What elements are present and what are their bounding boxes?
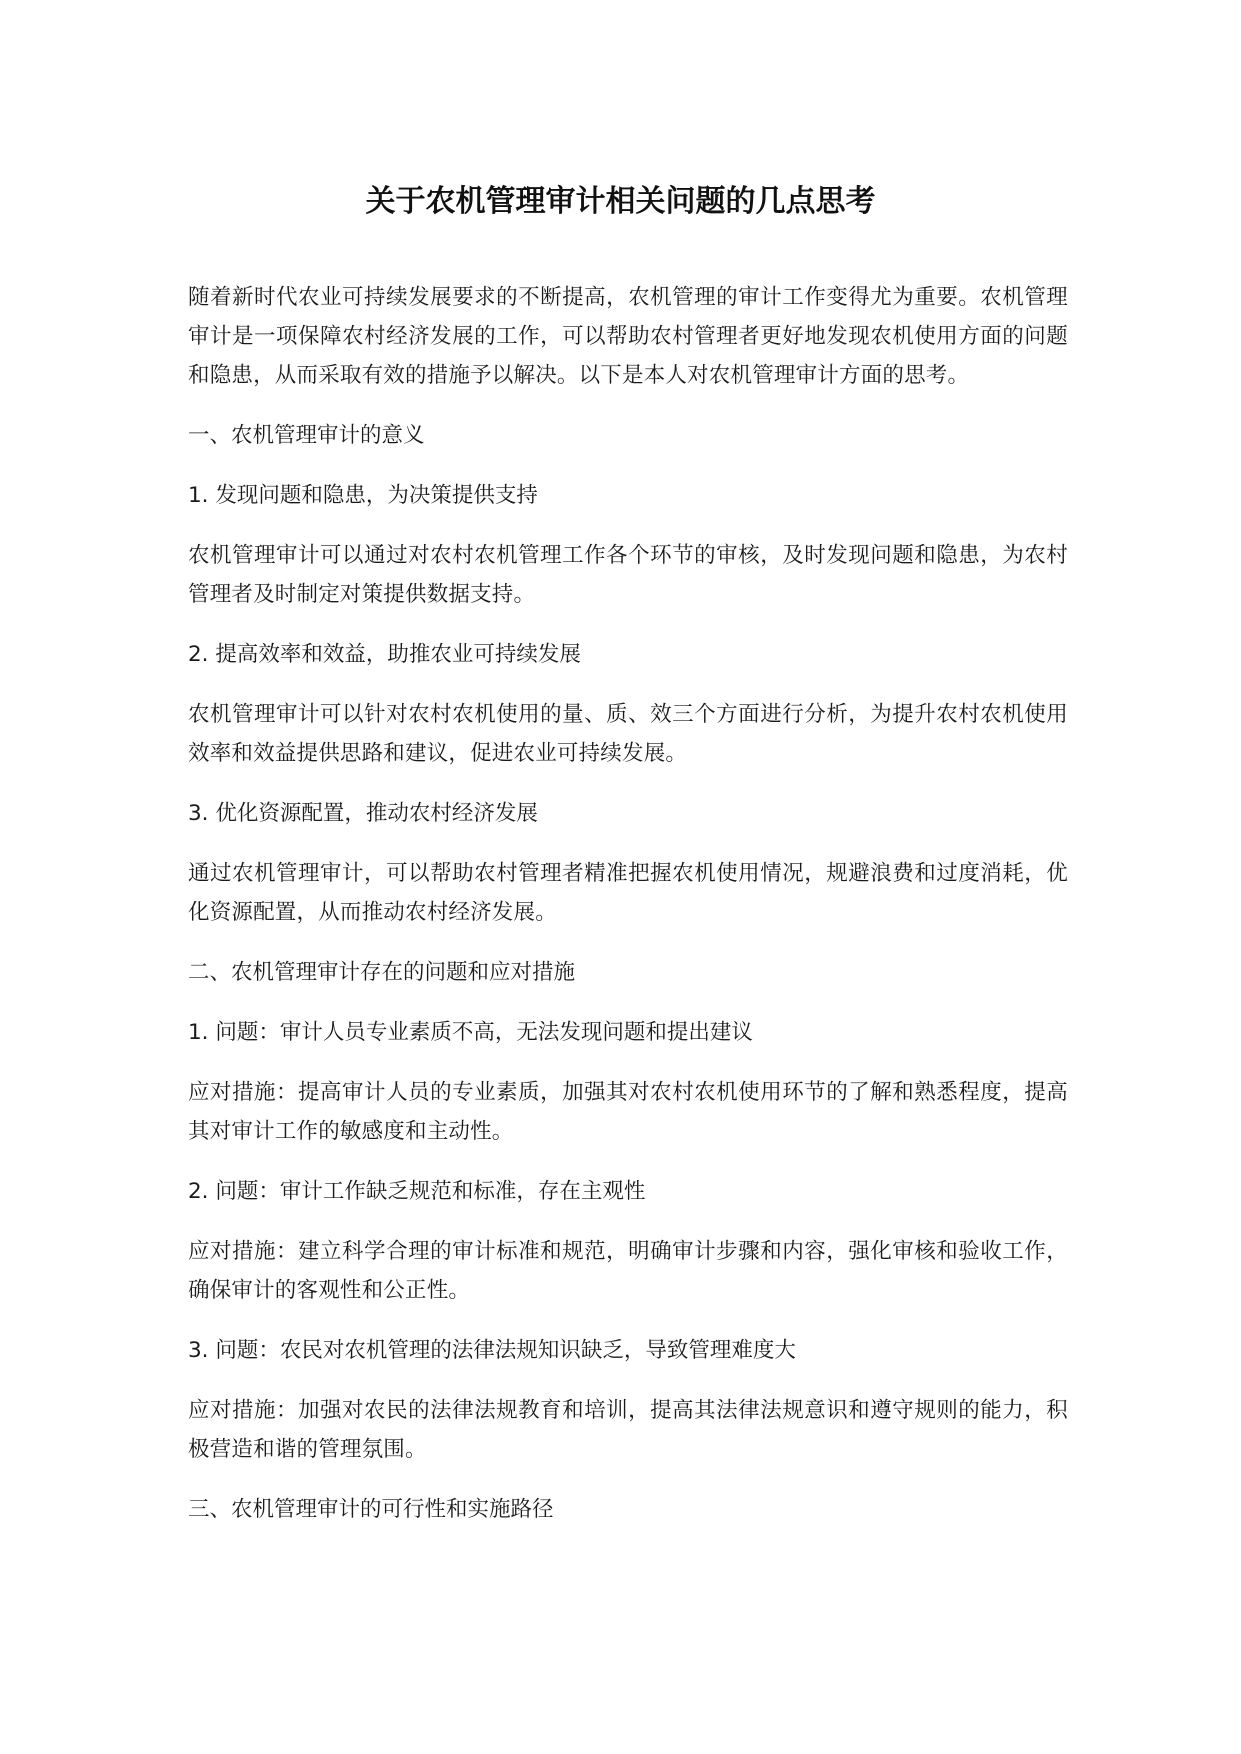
- section-1-item-1-heading: 1. 发现问题和隐患，为决策提供支持: [188, 483, 538, 508]
- section-3-heading: 三、农机管理审计的可行性和实施路径: [188, 1497, 554, 1522]
- section-2-item-2-heading: 2. 问题：审计工作缺乏规范和标准，存在主观性: [188, 1179, 646, 1204]
- section-2-item-1-heading: 1. 问题：审计人员专业素质不高，无法发现问题和提出建议: [188, 1020, 753, 1045]
- document-body: [188, 278, 1068, 1550]
- section-1-item-1-text: 农机管理审计可以通过对农村农机管理工作各个环节的审核，及时发现问题和隐患，为农村管理者及时制定对策提供数据支持。: [188, 543, 1068, 607]
- section-1-item-2-heading: 2. 提高效率和效益，助推农业可持续发展: [188, 642, 581, 667]
- section-1-item-3-heading: 3. 优化资源配置，推动农村经济发展: [188, 801, 538, 826]
- intro-paragraph: 随着新时代农业可持续发展要求的不断提高，农机管理的审计工作变得尤为重要。农机管理审计是一项保障农村经济发展的工作，可以帮助农村管理者更好地发现农机使用方面的问题和隐患，从而采取有效的措施予以解决。以下是本人对农机管理审计方面的思考。: [188, 285, 1068, 388]
- section-2-item-3-heading: 3. 问题：农民对农机管理的法律法规知识缺乏，导致管理难度大: [188, 1338, 796, 1363]
- section-2-item-1-text: 应对措施：提高审计人员的专业素质，加强其对农村农机使用环节的了解和熟悉程度，提高其对审计工作的敏感度和主动性。: [188, 1080, 1068, 1144]
- section-1-heading: 一、农机管理审计的意义: [188, 423, 425, 448]
- section-2-item-2-text: 应对措施：建立科学合理的审计标准和规范，明确审计步骤和内容，强化审核和验收工作，确保审计的客观性和公正性。: [188, 1239, 1068, 1303]
- section-1-item-2-text: 农机管理审计可以针对农村农机使用的量、质、效三个方面进行分析，为提升农村农机使用效率和效益提供思路和建议，促进农业可持续发展。: [188, 702, 1068, 766]
- document-title: 关于农机管理审计相关问题的几点思考: [365, 184, 876, 219]
- section-2-heading: 二、农机管理审计存在的问题和应对措施: [188, 960, 576, 985]
- section-1-item-3-text: 通过农机管理审计，可以帮助农村管理者精准把握农机使用情况，规避浪费和过度消耗，优化资源配置，从而推动农村经济发展。: [188, 861, 1068, 925]
- section-2-item-3-text: 应对措施：加强对农民的法律法规教育和培训，提高其法律法规意识和遵守规则的能力，积极营造和谐的管理氛围。: [188, 1398, 1068, 1462]
